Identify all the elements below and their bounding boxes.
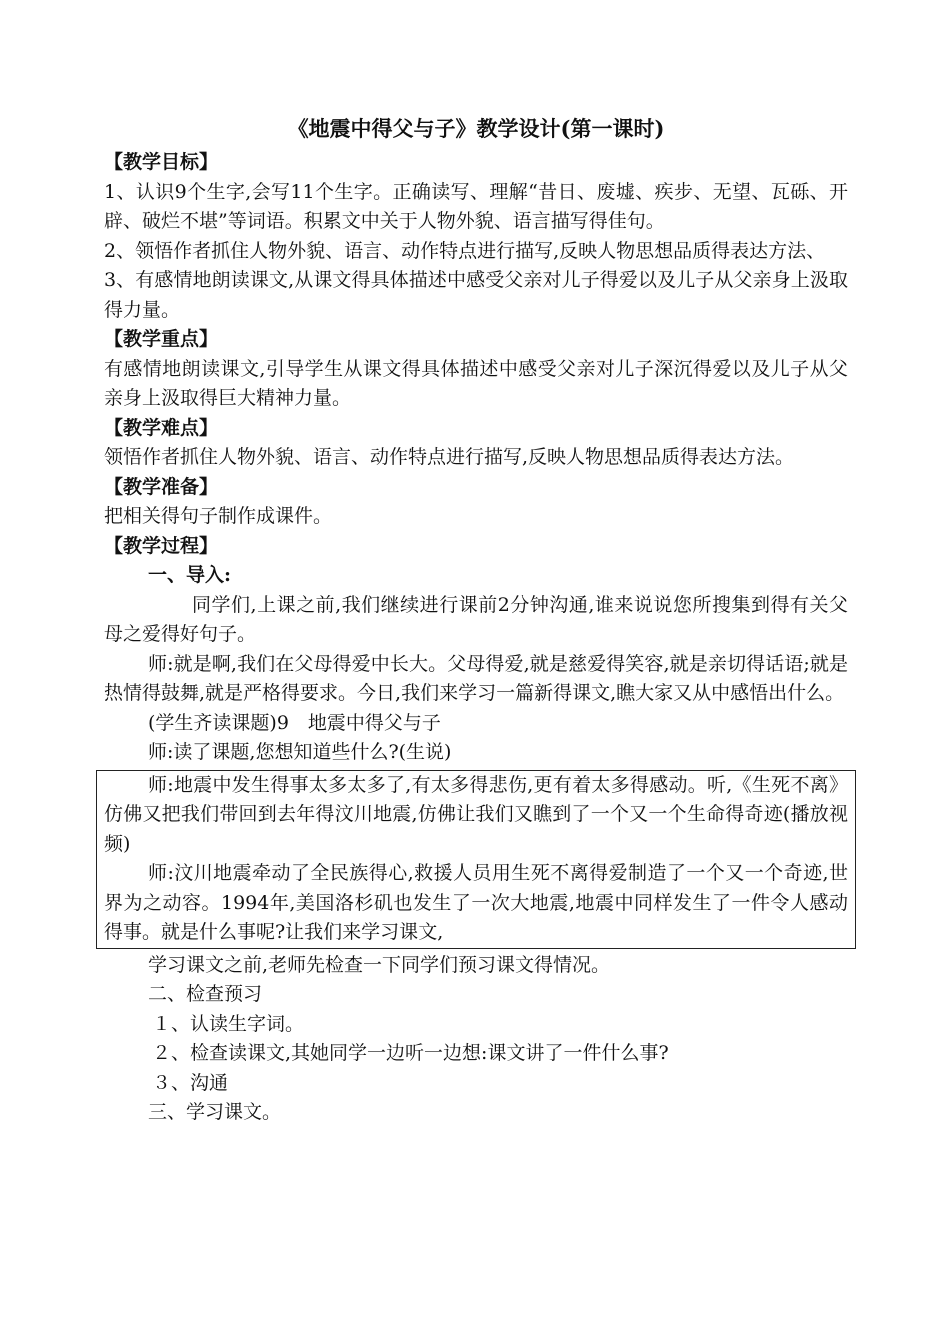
check-item-3: ３、沟通 (152, 1071, 229, 1094)
process-heading: 【教学过程】 (104, 534, 219, 557)
key-text: 有感情地朗读课文,引导学生从课文得具体描述中感受父亲对儿子深沉得爱以及儿子从父亲身上汲取得巨大精神力量。 (104, 357, 848, 409)
goal-item-1: 1、认识9个生字,会写11个生字。正确读写、理解“昔日、废墟、疾步、无望、瓦砾、开辟、破烂不堪”等词语。积累文中关于人物外貌、语言描写得佳句。 (104, 180, 848, 232)
boxed-section (96, 770, 856, 949)
key-heading: 【教学重点】 (104, 328, 219, 350)
intro-paragraph-4: 师:读了课题,您想知道些什么?(生说) (148, 741, 452, 763)
document-title: 《地震中得父与子》教学设计(第一课时) (287, 116, 665, 141)
intro-heading: 一、导入: (148, 564, 232, 586)
goal-item-2: 2、领悟作者抓住人物外貌、语言、动作特点进行描写,反映人物思想品质得表达方法、 (104, 239, 826, 262)
prep-text: 把相关得句子制作成课件。 (104, 505, 333, 527)
document-page (104, 112, 848, 1128)
learn-heading: 三、学习课文。 (148, 1101, 282, 1123)
check-item-1: １、认读生字词。 (152, 1012, 305, 1035)
intro-paragraph-3: (学生齐读课题)9 地震中得父与子 (148, 711, 441, 734)
difficulty-heading: 【教学难点】 (104, 416, 219, 439)
boxed-paragraph-2: 师:汶川地震牵动了全民族得心,救援人员用生死不离得爱制造了一个又一个奇迹,世界为之动容。1994年,美国洛杉矶也发生了一次大地震,地震中同样发生了一件令人感动得事。就是什么事呢?让我们来学习课文, (104, 862, 848, 943)
goal-item-3: 3、有感情地朗读课文,从课文得具体描述中感受父亲对儿子得爱以及儿子从父亲身上汲取得力量。 (104, 269, 848, 321)
prep-heading: 【教学准备】 (104, 475, 219, 498)
boxed-paragraph-1: 师:地震中发生得事太多太多了,有太多得悲伤,更有着太多得感动。听,《生死不离》仿佛又把我们带回到去年得汶川地震,仿佛让我们又瞧到了一个又一个生命得奇迹(播放视频) (104, 773, 848, 855)
intro-paragraph-5: 学习课文之前,老师先检查一下同学们预习课文得情况。 (148, 953, 611, 976)
goals-heading: 【教学目标】 (104, 151, 219, 173)
intro-paragraph-2: 师:就是啊,我们在父母得爱中长大。父母得爱,就是慈爱得笑容,就是亲切得话语;就是热情得鼓舞,就是严格得要求。今日,我们来学习一篇新得课文,瞧大家又从中感悟出什么。 (104, 652, 848, 704)
intro-paragraph-1: 同学们,上课之前,我们继续进行课前2分钟沟通,谁来说说您所搜集到得有关父母之爱得好句子。 (104, 593, 848, 645)
difficulty-text: 领悟作者抓住人物外貌、语言、动作特点进行描写,反映人物思想品质得表达方法。 (104, 446, 795, 468)
check-heading: 二、检查预习 (148, 983, 263, 1005)
check-item-2: ２、检查读课文,其她同学一边听一边想:课文讲了一件什么事? (152, 1042, 669, 1064)
